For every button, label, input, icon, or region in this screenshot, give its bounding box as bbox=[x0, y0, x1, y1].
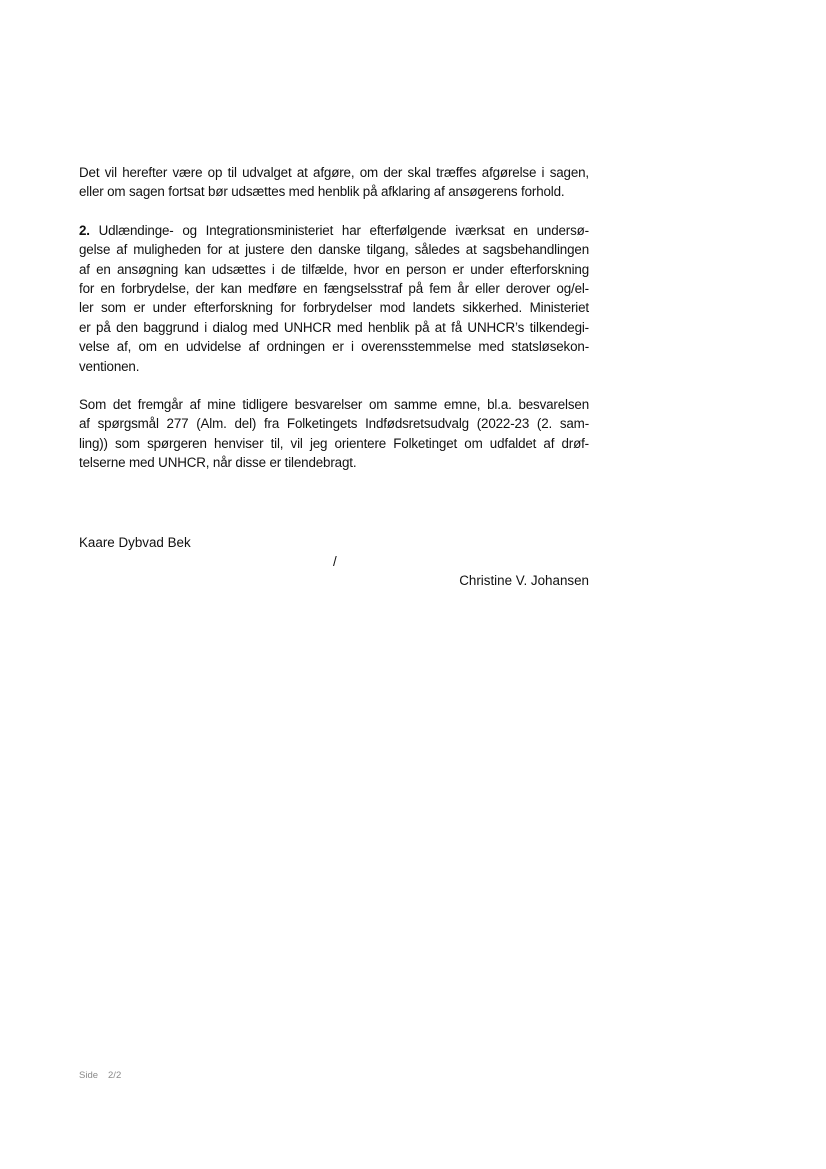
paragraph-spacer bbox=[79, 376, 589, 395]
text-line: eller om sagen fortsat bør udsættes med henblik på afklaring af ansøgerens forhold. bbox=[79, 184, 565, 200]
page-label: Side bbox=[79, 1070, 99, 1081]
text-line bbox=[79, 221, 589, 240]
text-line: Det vil herefter være op til udvalget at afgøre, om der skal træffes afgørelse i sagen, bbox=[79, 165, 589, 180]
text-line: er på den baggrund i dialog med UNHCR med henblik på at få UNHCR’s tilkendegi- bbox=[79, 319, 589, 335]
text-line: gelse af muligheden for at justere den danske tilgang, således at sagsbehandlingen bbox=[79, 242, 589, 258]
minister-signature: Kaare Dybvad Bek bbox=[79, 535, 191, 550]
text-line: ler som er under efterforskning for forbrydelser mod landets sikkerhed. Ministeriet bbox=[79, 300, 589, 316]
text-line: telserne med UNHCR, når disse er tilendebragt. bbox=[79, 455, 357, 471]
text-line: af en ansøgning kan udsættes i de tilfælde, hvor en person er under efterforskning bbox=[79, 261, 589, 277]
text-line: for en forbrydelse, der kan medføre en fængselsstraf på fem år eller derover og/el- bbox=[79, 281, 589, 297]
paragraph-1 bbox=[79, 163, 589, 202]
official-signature: Christine V. Johansen bbox=[459, 573, 589, 588]
signature-separator: / bbox=[333, 554, 337, 569]
paragraph-2 bbox=[79, 221, 589, 376]
page-footer bbox=[79, 1070, 121, 1082]
page-number: 2/2 bbox=[108, 1070, 122, 1081]
text-line: ventionen. bbox=[79, 358, 140, 374]
letter-body bbox=[79, 163, 589, 473]
text-line: velse af, om en udvidelse af ordningen er i overensstemmelse med statsløsekon- bbox=[79, 339, 589, 355]
text-line: ling)) som spørgeren henviser til, vil jeg orientere Folketinget om udfaldet af drøf- bbox=[79, 435, 589, 451]
section-number: 2. bbox=[79, 222, 90, 238]
text-segment: Udlændinge- og Integrationsministeriet har efterfølgende iværksat en undersø- bbox=[89, 222, 589, 238]
text-line: af spørgsmål 277 (Alm. del) fra Folketingets Indfødsretsudvalg (2022-23 (2. sam- bbox=[79, 416, 589, 432]
text-line: Som det fremgår af mine tidligere besvarelser om samme emne, bl.a. besvarelsen bbox=[79, 397, 589, 413]
paragraph-spacer bbox=[79, 202, 589, 221]
paragraph-3 bbox=[79, 395, 589, 473]
